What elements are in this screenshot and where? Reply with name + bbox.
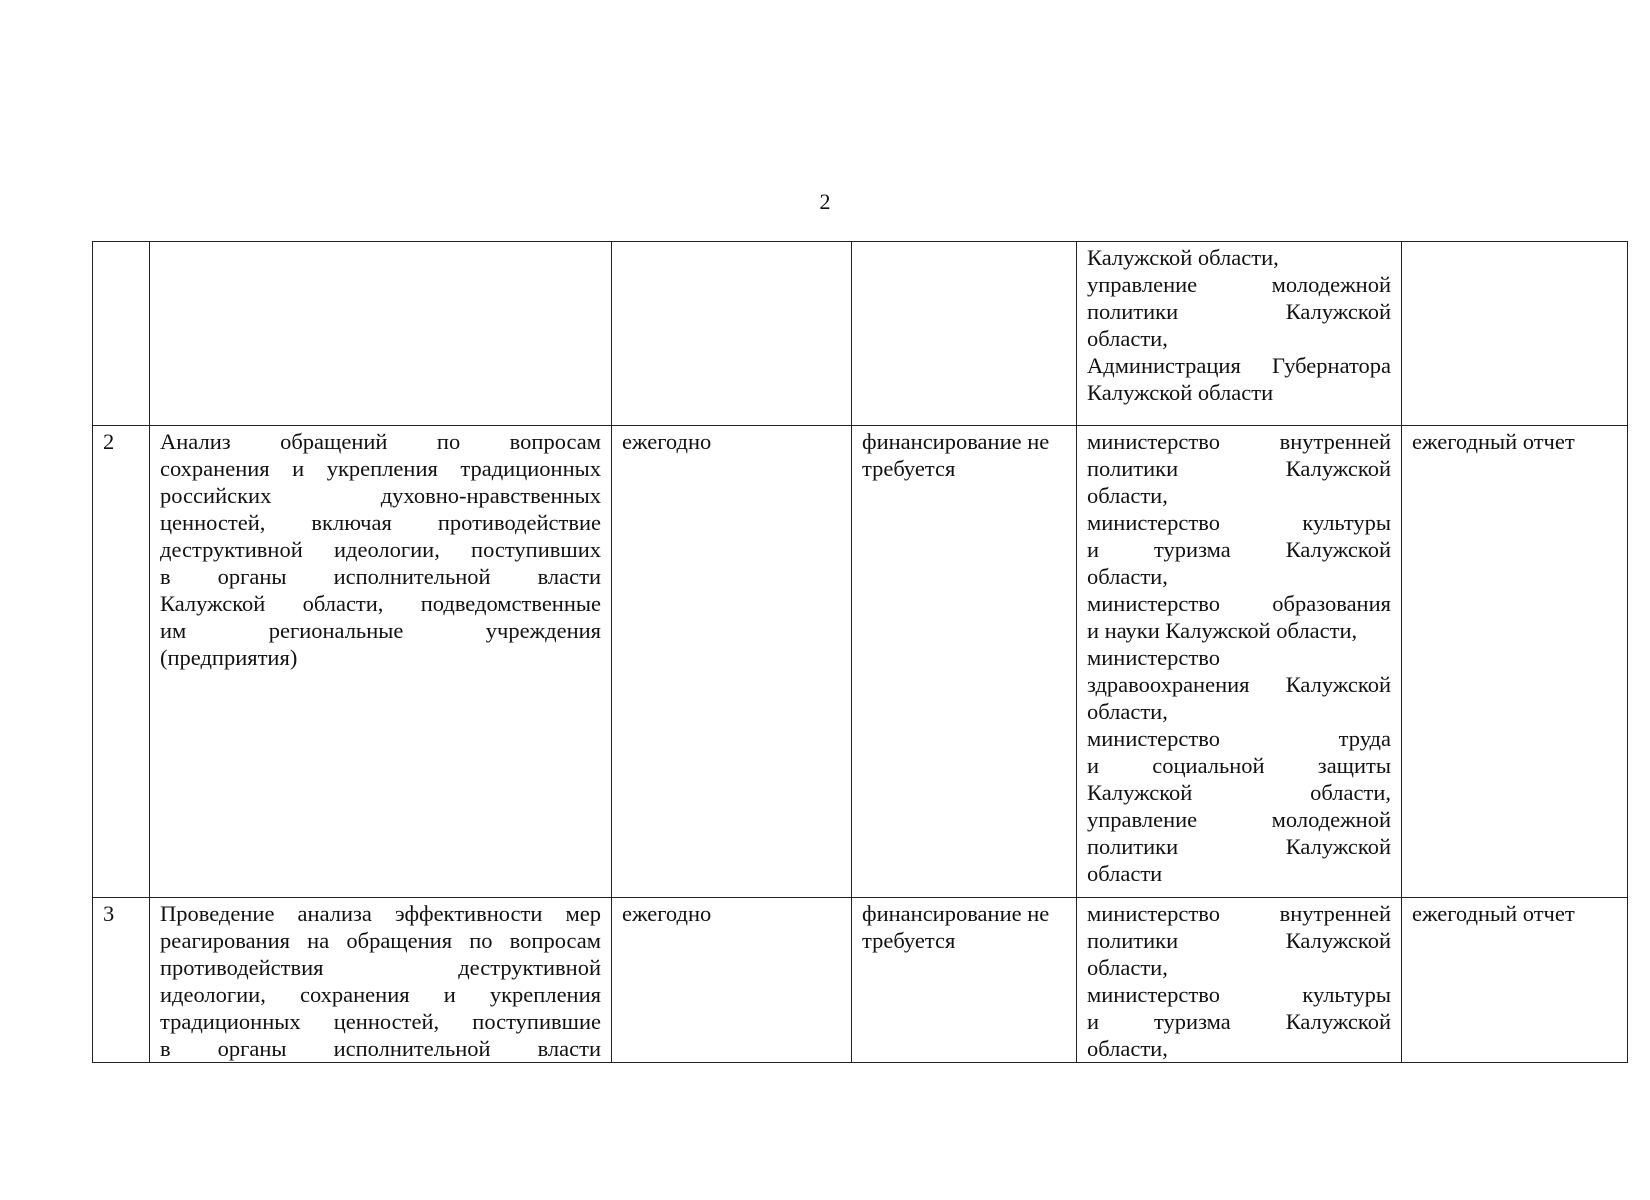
- event-text-line: противодействия деструктивной: [160, 955, 601, 980]
- executor-text-line: политики Калужской: [1087, 299, 1391, 324]
- executor-text-line: Калужской области: [1087, 380, 1274, 405]
- result-cell: [1402, 242, 1628, 426]
- executor-text-line: министерство внутренней: [1087, 901, 1391, 926]
- executor-text-line: здравоохранения Калужской: [1087, 672, 1391, 697]
- executors-cell: [1077, 242, 1402, 426]
- financing-cell: [852, 426, 1077, 898]
- event-text-line: Калужской области, подведомственные: [160, 591, 601, 616]
- executor-text-line: политики Калужской: [1087, 834, 1391, 859]
- event-text-line: идеологии, сохранения и укрепления: [160, 982, 601, 1007]
- executor-text-line: области,: [1087, 699, 1168, 724]
- executor-text-line: министерство: [1087, 645, 1220, 670]
- executor-text-line: политики Калужской: [1087, 456, 1391, 481]
- term-cell: [612, 426, 852, 898]
- event-text-line: российских духовно-нравственных: [160, 483, 601, 508]
- executor-text-line: министерство образования: [1087, 591, 1391, 616]
- row-number-cell: [93, 426, 150, 898]
- event-text-line: сохранения и укрепления традиционных: [160, 456, 601, 481]
- executor-text-line: и туризма Калужской: [1087, 1009, 1391, 1034]
- row-number-cell: [93, 898, 150, 1063]
- event-text-line: ценностей, включая противодействие: [160, 510, 601, 535]
- financing-text: финансирование не требуется: [862, 901, 1050, 953]
- executor-text-line: министерство труда: [1087, 726, 1391, 751]
- event-text-line: традиционных ценностей, поступившие: [160, 1009, 601, 1034]
- term-cell: [612, 898, 852, 1063]
- executor-text-line: области,: [1087, 1036, 1168, 1061]
- event-text-line: им региональные учреждения: [160, 618, 601, 643]
- executor-text-line: области: [1087, 861, 1163, 886]
- result-text: ежегодный отчет: [1412, 901, 1575, 926]
- executor-text-line: управление молодежной: [1087, 807, 1391, 832]
- event-text-line: Анализ обращений по вопросам: [160, 429, 601, 454]
- executor-text-line: области,: [1087, 564, 1168, 589]
- row-number: 2: [103, 429, 115, 454]
- executor-text-line: Калужской области,: [1087, 245, 1279, 270]
- executor-text-line: Администрация Губернатора: [1087, 353, 1391, 378]
- executor-text-line: и туризма Калужской: [1087, 537, 1391, 562]
- table-row: [93, 426, 1628, 898]
- event-text-line: Проведение анализа эффективности мер: [160, 901, 601, 926]
- table-body: [93, 242, 1628, 1063]
- term-cell: [612, 242, 852, 426]
- row-number: 3: [103, 901, 115, 926]
- financing-cell: [852, 242, 1077, 426]
- event-text-line: реагирования на обращения по вопросам: [160, 928, 601, 953]
- action-plan-table: [92, 241, 1628, 1063]
- executor-text-line: министерство внутренней: [1087, 429, 1391, 454]
- executor-text-line: политики Калужской: [1087, 928, 1391, 953]
- table-row: [93, 242, 1628, 426]
- term-text: ежегодно: [622, 429, 712, 454]
- event-text-line: (предприятия): [160, 645, 298, 670]
- executor-text-line: и социальной защиты: [1087, 753, 1391, 778]
- executor-text-line: области,: [1087, 955, 1168, 980]
- result-cell: [1402, 898, 1628, 1063]
- executor-text-line: управление молодежной: [1087, 272, 1391, 297]
- executors-cell: [1077, 898, 1402, 1063]
- term-text: ежегодно: [622, 901, 712, 926]
- executors-cell: [1077, 426, 1402, 898]
- result-text: ежегодный отчет: [1412, 429, 1575, 454]
- table-row: [93, 898, 1628, 1063]
- executor-text-line: Калужской области,: [1087, 780, 1391, 805]
- financing-cell: [852, 898, 1077, 1063]
- event-cell: [150, 242, 612, 426]
- executor-text-line: области,: [1087, 483, 1168, 508]
- executor-text-line: министерство культуры: [1087, 982, 1391, 1007]
- financing-text: финансирование не требуется: [862, 429, 1050, 481]
- event-cell: [150, 898, 612, 1063]
- event-text-line: в органы исполнительной власти: [160, 564, 601, 589]
- page-number: 2: [819, 189, 831, 214]
- executor-text-line: и науки Калужской области,: [1087, 618, 1358, 643]
- event-text-line: деструктивной идеологии, поступивших: [160, 537, 601, 562]
- executor-text-line: министерство культуры: [1087, 510, 1391, 535]
- result-cell: [1402, 426, 1628, 898]
- row-number-cell: [93, 242, 150, 426]
- executor-text-line: области,: [1087, 326, 1168, 351]
- event-text-line: в органы исполнительной власти: [160, 1036, 601, 1061]
- event-cell: [150, 426, 612, 898]
